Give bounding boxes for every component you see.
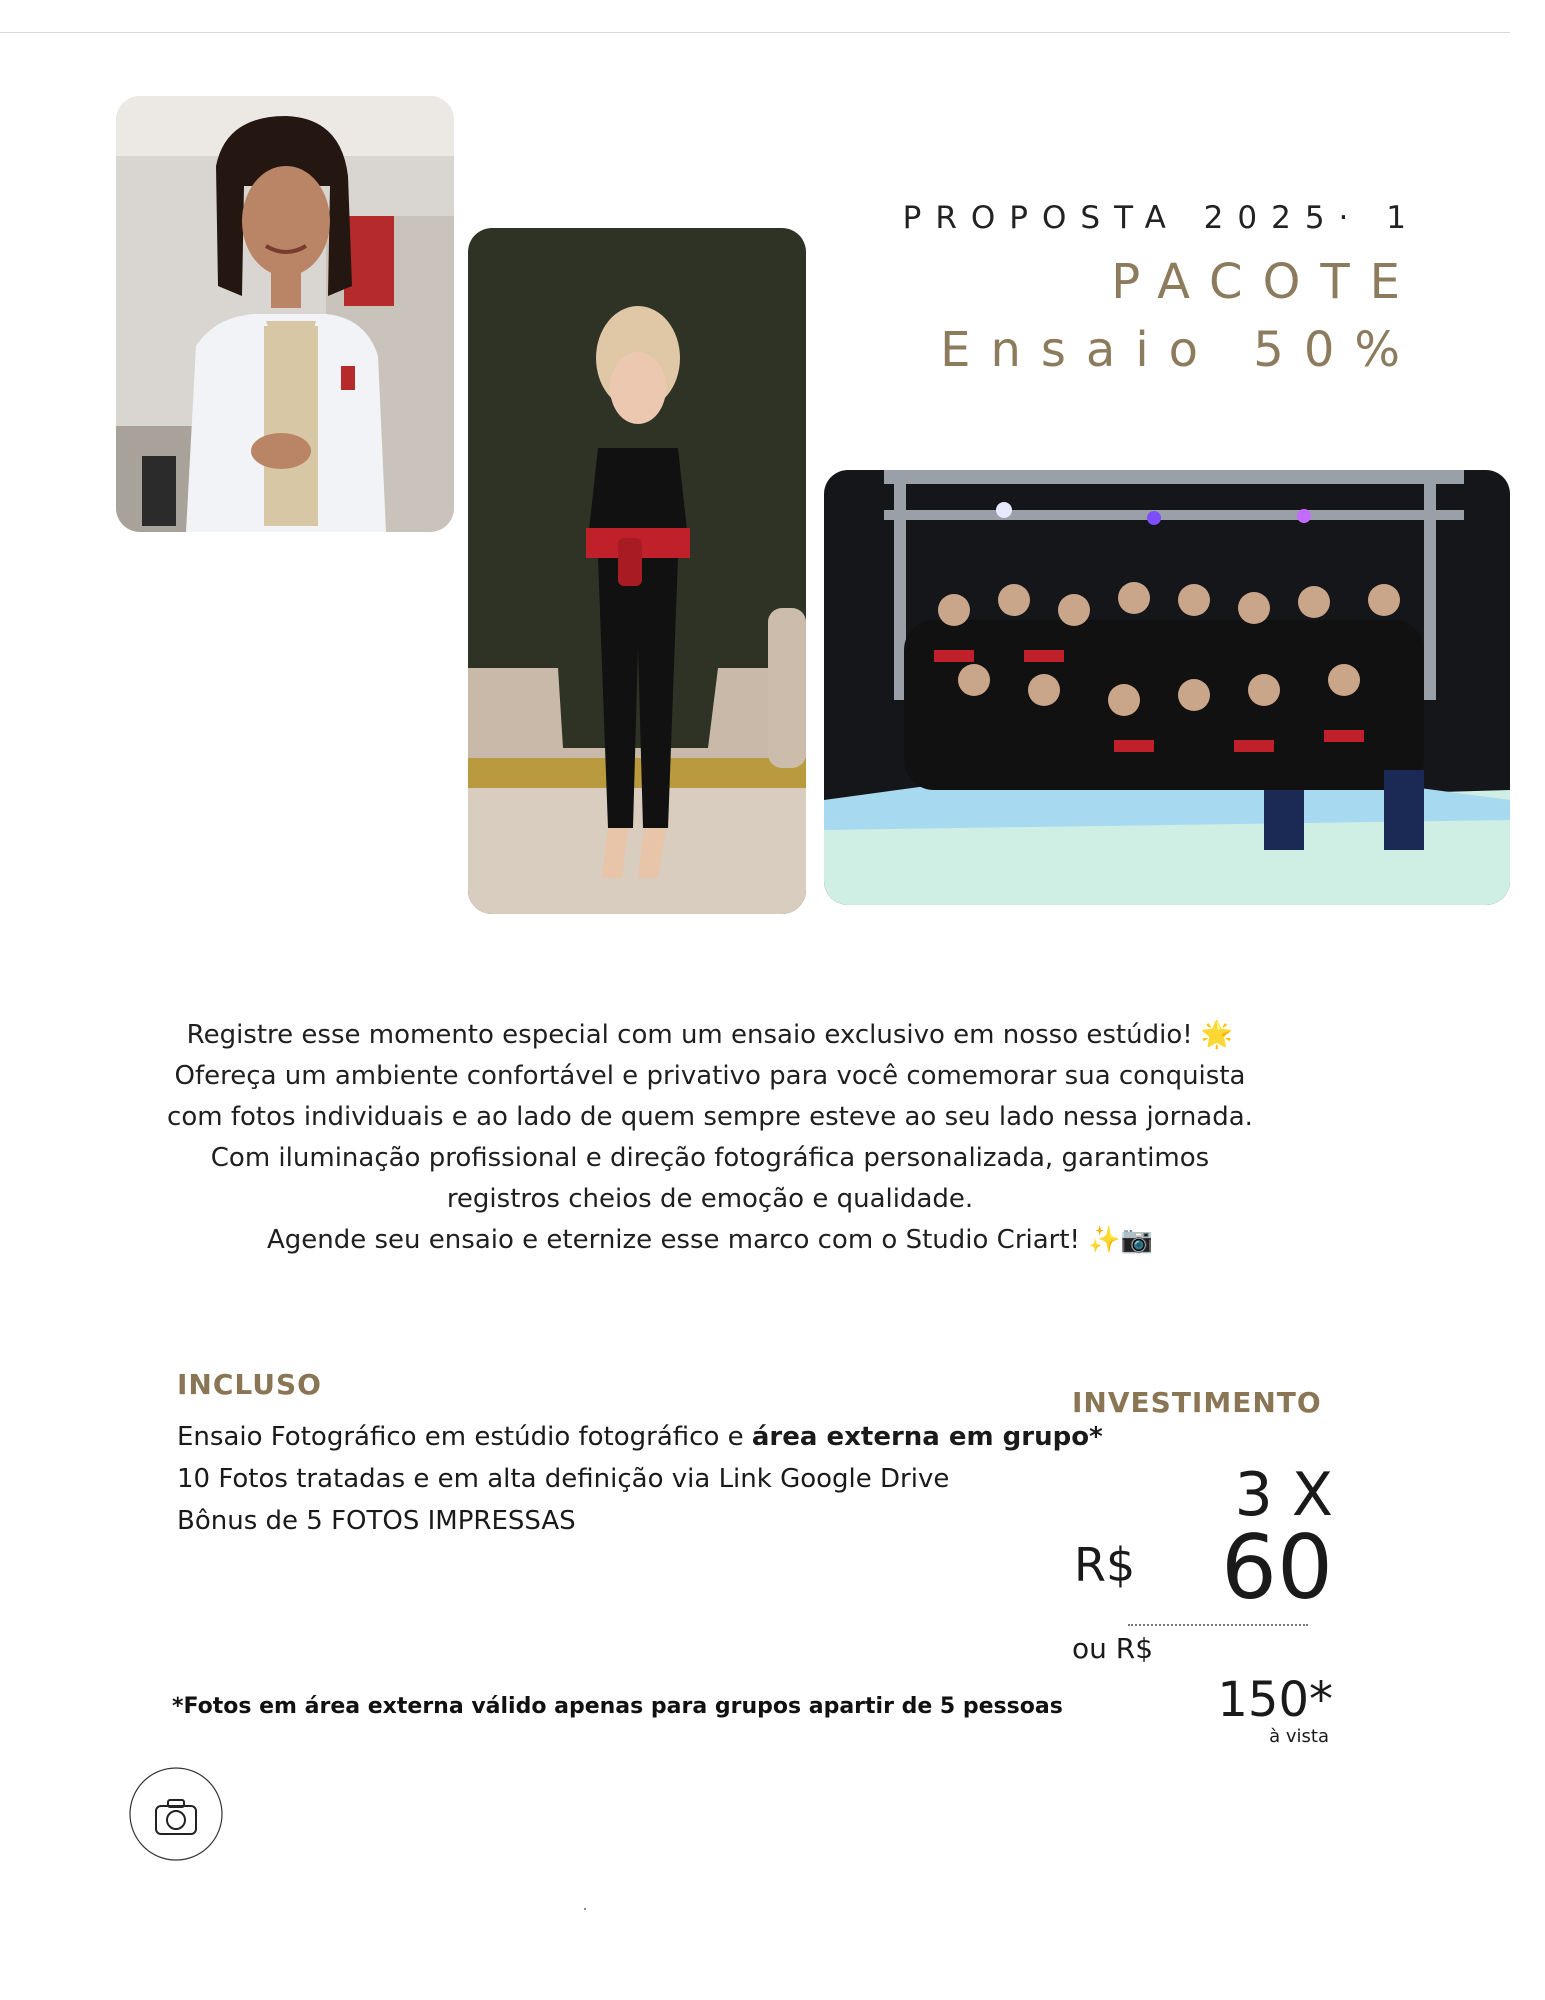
description-line: Ofereça um ambiente confortável e privativo para você comemorar sua conquista (174, 1061, 1246, 1091)
included-item-highlight: área externa em grupo* (751, 1422, 1103, 1452)
studio-logo (124, 1762, 228, 1866)
currency-symbol: R$ (1074, 1538, 1136, 1592)
header-block (860, 200, 1420, 378)
proposal-title: PROPOSTA 2025· 1 (902, 200, 1420, 236)
page-marker (584, 1908, 586, 1910)
description (150, 1015, 1270, 1261)
description-line: Com iluminação profissional e direção fotográfica personalizada, garantimos (210, 1143, 1210, 1173)
included-item: Bônus de 5 FOTOS IMPRESSAS (177, 1506, 576, 1536)
photo-group (824, 470, 1510, 905)
included-title: INCLUSO (177, 1368, 322, 1401)
included-list (177, 1416, 1103, 1542)
investment-title: INVESTIMENTO (1072, 1386, 1322, 1419)
session-title: Ensaio 50% (940, 322, 1420, 378)
cash-price: 150* (1217, 1672, 1333, 1728)
included-item-text: Ensaio Fotográfico em estúdio fotográfico e (177, 1422, 752, 1452)
photo-woman (468, 228, 806, 914)
photo-doctor (116, 96, 454, 532)
price-divider (1128, 1624, 1308, 1626)
description-line: registros cheios de emoção e qualidade. (446, 1184, 974, 1214)
cash-price-note: à vista (1269, 1726, 1329, 1747)
footnote: *Fotos em área externa válido apenas para grupos apartir de 5 pessoas (172, 1694, 1063, 1719)
installments: 3 X (1234, 1460, 1333, 1530)
included-item (177, 1416, 1103, 1458)
description-line: Agende seu ensaio e eternize esse marco com o Studio Criart! ✨📷 (266, 1225, 1153, 1255)
alternative-price-label: ou R$ (1072, 1632, 1154, 1665)
package-title: PACOTE (1111, 254, 1420, 310)
description-line: Registre esse momento especial com um ensaio exclusivo em nosso estúdio! 🌟 (186, 1020, 1234, 1050)
top-rule (0, 32, 1510, 33)
included-item: 10 Fotos tratadas e em alta definição via Link Google Drive (177, 1464, 950, 1494)
description-line: com fotos individuais e ao lado de quem sempre esteve ao seu lado nessa jornada. (167, 1102, 1253, 1132)
installment-price: 60 (1221, 1516, 1333, 1619)
